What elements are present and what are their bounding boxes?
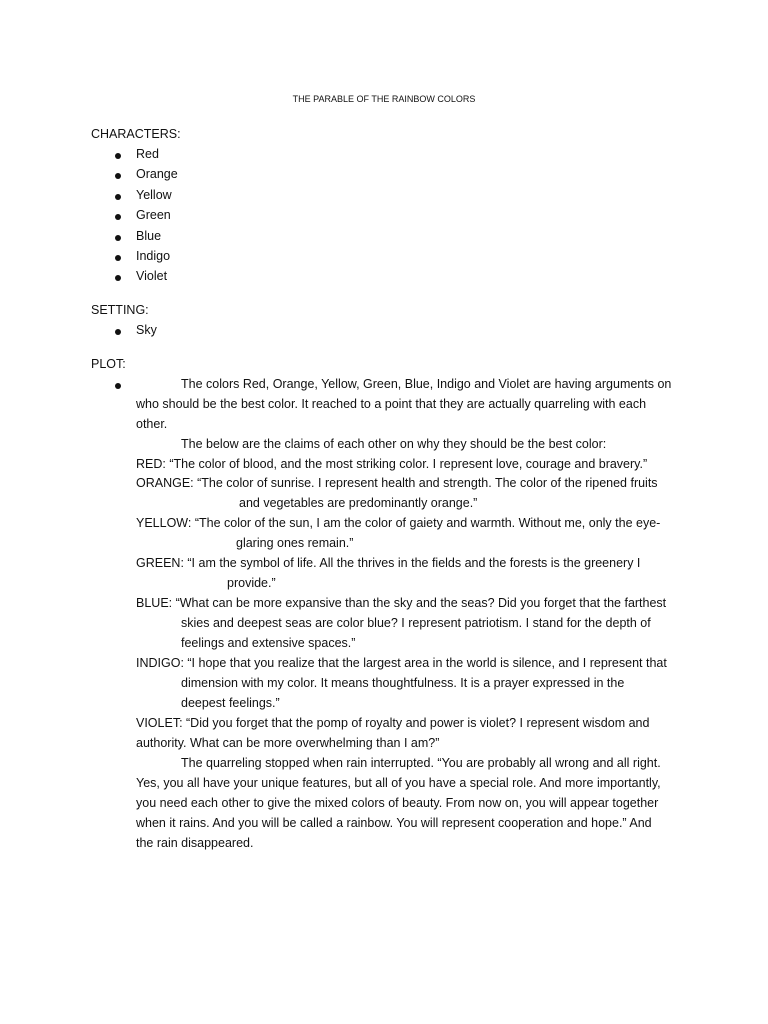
green-claim-line: GREEN: “I am the symbol of life. All the thrives in the fields and the forests is the greenery I xyxy=(136,556,641,570)
list-item: Indigo xyxy=(136,249,171,263)
plot-intro-line: The colors Red, Orange, Yellow, Green, Blue, Indigo and Violet are having arguments on xyxy=(181,377,672,391)
indigo-claim-line: deepest feelings.” xyxy=(181,696,280,710)
bullet-icon xyxy=(115,173,121,179)
ending-line: you need each other to give the mixed colors of beauty. From now on, you will appear together xyxy=(136,796,659,810)
orange-claim-line: and vegetables are predominantly orange.” xyxy=(239,496,478,510)
violet-claim-line: authority. What can be more overwhelming than I am?” xyxy=(136,736,440,750)
bullet-icon xyxy=(115,153,121,159)
blue-claim-line: BLUE: “What can be more expansive than the sky and the seas? Did you forget that the farthest xyxy=(136,596,667,610)
ending-line: the rain disappeared. xyxy=(136,836,254,850)
bullet-icon xyxy=(115,275,121,281)
yellow-claim-line: glaring ones remain.” xyxy=(236,536,354,550)
list-item: Orange xyxy=(136,167,178,181)
green-claim-line: provide.” xyxy=(227,576,276,590)
list-item: Yellow xyxy=(136,188,172,202)
violet-claim-line: VIOLET: “Did you forget that the pomp of royalty and power is violet? I represent wisdom and xyxy=(136,716,650,730)
ending-line: The quarreling stopped when rain interrupted. “You are probably all wrong and all right. xyxy=(181,756,661,770)
setting-heading: SETTING: xyxy=(91,303,149,317)
bullet-icon xyxy=(115,214,121,220)
ending-line: when it rains. And you will be called a rainbow. You will represent cooperation and hope.” And xyxy=(136,816,652,830)
document-title: THE PARABLE OF THE RAINBOW COLORS xyxy=(292,94,476,104)
bullet-icon xyxy=(115,235,121,241)
bullet-icon xyxy=(115,194,121,200)
claims-intro: The below are the claims of each other on why they should be the best color: xyxy=(181,437,607,451)
list-item: Violet xyxy=(136,269,168,283)
yellow-claim-line: YELLOW: “The color of the sun, I am the color of gaiety and warmth. Without me, only the eye- xyxy=(136,516,661,530)
plot-intro-line: other. xyxy=(136,417,168,431)
blue-claim-line: feelings and extensive spaces.” xyxy=(181,636,356,650)
plot-intro-line: who should be the best color. It reached to a point that they are actually quarreling with each xyxy=(136,397,647,411)
bullet-icon xyxy=(115,383,121,389)
bullet-icon xyxy=(115,329,121,335)
list-item: Red xyxy=(136,147,159,161)
list-item: Blue xyxy=(136,229,162,243)
red-claim: RED: “The color of blood, and the most striking color. I represent love, courage and bravery.” xyxy=(136,457,648,471)
blue-claim-line: skies and deepest seas are color blue? I represent patriotism. I stand for the depth of xyxy=(181,616,651,630)
list-item: Green xyxy=(136,208,171,222)
indigo-claim-line: INDIGO: “I hope that you realize that the largest area in the world is silence, and I represent that xyxy=(136,656,667,670)
bullet-icon xyxy=(115,255,121,261)
ending-line: Yes, you all have your unique features, but all of you have a special role. And more importantly, xyxy=(136,776,661,790)
characters-heading: CHARACTERS: xyxy=(91,127,181,141)
list-item: Sky xyxy=(136,323,157,337)
plot-heading: PLOT: xyxy=(91,357,126,371)
orange-claim-line: ORANGE: “The color of sunrise. I represent health and strength. The color of the ripened fruits xyxy=(136,476,658,490)
indigo-claim-line: dimension with my color. It means thoughtfulness. It is a prayer expressed in the xyxy=(181,676,625,690)
